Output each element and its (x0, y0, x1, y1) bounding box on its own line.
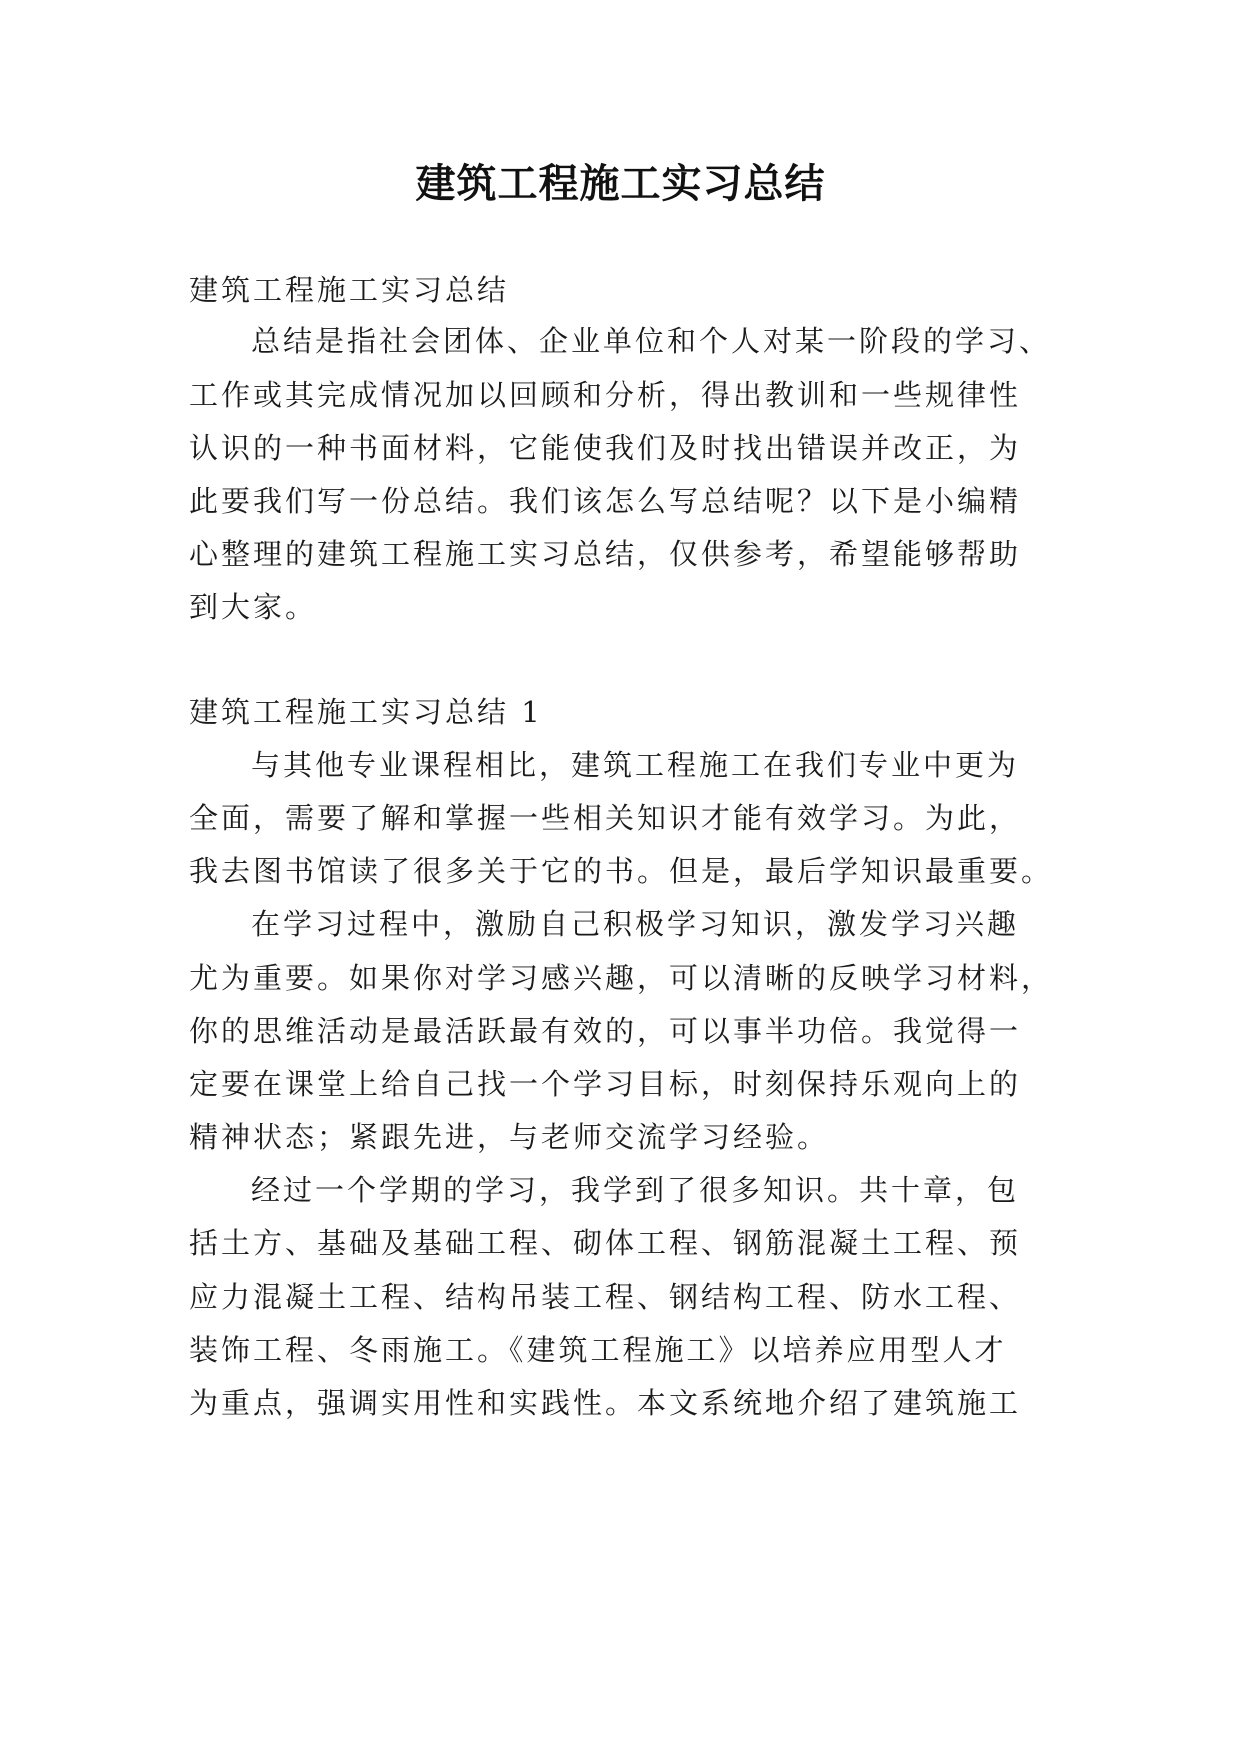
paragraph-line: 精神状态；紧跟先进，与老师交流学习经验。 (189, 1120, 830, 1154)
paragraph-line: 心整理的建筑工程施工实习总结，仅供参考，希望能够帮助 (189, 537, 1022, 571)
paragraph-line: 在学习过程中，激励自己积极学习知识，激发学习兴趣 (251, 907, 1020, 941)
paragraph-line: 我去图书馆读了很多关于它的书。但是，最后学知识最重要。 (189, 854, 1054, 888)
document-title: 建筑工程施工实习总结 (415, 160, 826, 207)
paragraph-line: 括土方、基础及基础工程、砌体工程、钢筋混凝土工程、预 (189, 1226, 1022, 1260)
section-heading-intro: 建筑工程施工实习总结 (189, 273, 510, 307)
paragraph-line: 装饰工程、冬雨施工。《建筑工程施工》以培养应用型人才 (189, 1333, 1007, 1367)
paragraph-line: 到大家。 (189, 590, 318, 624)
section-heading-1: 建筑工程施工实习总结 1 (189, 695, 543, 729)
paragraph-line: 尤为重要。如果你对学习感兴趣，可以清晰的反映学习材料， (189, 961, 1054, 995)
paragraph-line: 为重点，强调实用性和实践性。本文系统地介绍了建筑施工 (189, 1386, 1022, 1420)
paragraph-line: 你的思维活动是最活跃最有效的，可以事半功倍。我觉得一 (189, 1014, 1022, 1048)
paragraph-line: 此要我们写一份总结。我们该怎么写总结呢？以下是小编精 (189, 484, 1022, 518)
paragraph-line: 经过一个学期的学习，我学到了很多知识。共十章，包 (251, 1173, 1020, 1207)
paragraph-line: 全面，需要了解和掌握一些相关知识才能有效学习。为此， (189, 801, 1022, 835)
paragraph-line: 工作或其完成情况加以回顾和分析，得出教训和一些规律性 (189, 378, 1022, 412)
paragraph-line: 与其他专业课程相比，建筑工程施工在我们专业中更为 (251, 748, 1020, 782)
paragraph-line: 认识的一种书面材料，它能使我们及时找出错误并改正，为 (189, 431, 1022, 465)
paragraph-line: 定要在课堂上给自己找一个学习目标，时刻保持乐观向上的 (189, 1067, 1022, 1101)
paragraph-line: 应力混凝土工程、结构吊装工程、钢结构工程、防水工程、 (189, 1280, 1022, 1314)
paragraph-line: 总结是指社会团体、企业单位和个人对某一阶段的学习、 (251, 324, 1052, 358)
